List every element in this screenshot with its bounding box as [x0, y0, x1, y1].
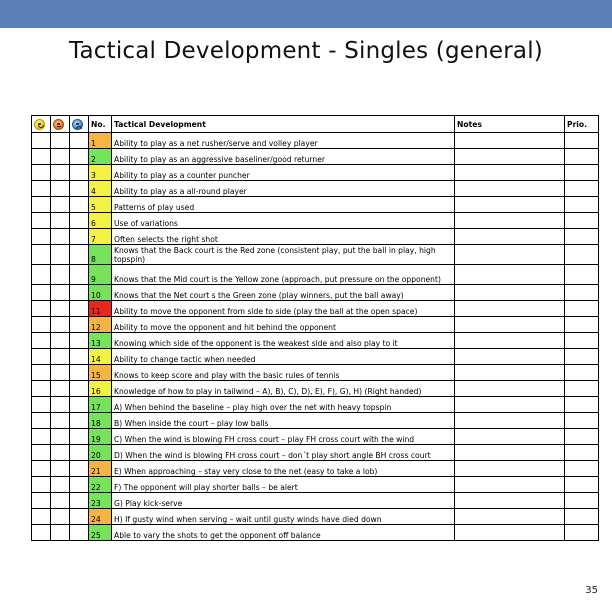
row-number: 17 [89, 397, 112, 413]
row-number: 23 [89, 493, 112, 509]
notes-cell[interactable] [455, 229, 565, 245]
notes-cell[interactable] [455, 301, 565, 317]
table-row [32, 265, 599, 285]
rating-happy-cell[interactable] [32, 493, 51, 509]
notes-cell[interactable] [455, 317, 565, 333]
rating-happy-cell[interactable] [32, 349, 51, 365]
row-number: 7 [89, 229, 112, 245]
rating-angry-cell[interactable] [51, 381, 70, 397]
rating-sad-cell[interactable] [70, 133, 89, 149]
row-number: 22 [89, 477, 112, 493]
tactic-description: C) When the wind is blowing FH cross court – play FH cross court with the wind [112, 429, 455, 445]
row-number: 12 [89, 317, 112, 333]
prio-cell[interactable] [565, 229, 599, 245]
rating-angry-cell[interactable] [51, 265, 70, 285]
rating-angry-cell[interactable] [51, 213, 70, 229]
rating-sad-cell[interactable] [70, 317, 89, 333]
rating-angry-cell[interactable] [51, 525, 70, 541]
table-row [32, 149, 599, 165]
rating-sad-cell[interactable] [70, 181, 89, 197]
prio-cell[interactable] [565, 333, 599, 349]
rating-angry-cell[interactable] [51, 477, 70, 493]
rating-sad-cell[interactable] [70, 285, 89, 301]
rating-sad-cell[interactable] [70, 165, 89, 181]
table-row [32, 461, 599, 477]
rating-angry-cell[interactable] [51, 493, 70, 509]
table-body [32, 133, 599, 541]
notes-cell[interactable] [455, 477, 565, 493]
prio-cell[interactable] [565, 285, 599, 301]
notes-cell[interactable] [455, 509, 565, 525]
tactic-description: Knows that the Net court s the Green zone (play winners, put the ball away) [112, 285, 455, 301]
row-number: 16 [89, 381, 112, 397]
notes-cell[interactable] [455, 165, 565, 181]
row-number: 21 [89, 461, 112, 477]
table-header-row [32, 116, 599, 133]
rating-angry-cell[interactable] [51, 197, 70, 213]
tactic-description: Knows that the Back court is the Red zone (consistent play, put the ball in play, high topspin) [112, 245, 455, 265]
table-row [32, 133, 599, 149]
prio-cell[interactable] [565, 133, 599, 149]
rating-angry-cell[interactable] [51, 461, 70, 477]
rating-happy-cell[interactable] [32, 149, 51, 165]
notes-cell[interactable] [455, 365, 565, 381]
page-title: Tactical Development - Singles (general) [69, 38, 543, 64]
rating-happy-cell[interactable] [32, 213, 51, 229]
happy-face-icon [34, 119, 45, 130]
notes-cell[interactable] [455, 397, 565, 413]
row-number: 9 [89, 265, 112, 285]
row-number: 15 [89, 365, 112, 381]
prio-cell[interactable] [565, 509, 599, 525]
prio-cell[interactable] [565, 365, 599, 381]
rating-happy-cell[interactable] [32, 301, 51, 317]
notes-cell[interactable] [455, 461, 565, 477]
rating-angry-cell[interactable] [51, 181, 70, 197]
notes-cell[interactable] [455, 333, 565, 349]
rating-happy-cell[interactable] [32, 133, 51, 149]
rating-sad-cell[interactable] [70, 349, 89, 365]
table-row [32, 397, 599, 413]
table-row [32, 285, 599, 301]
rating-happy-cell[interactable] [32, 165, 51, 181]
rating-happy-cell[interactable] [32, 381, 51, 397]
table-row [32, 229, 599, 245]
prio-cell[interactable] [565, 165, 599, 181]
table-row [32, 525, 599, 541]
prio-cell[interactable] [565, 461, 599, 477]
prio-cell[interactable] [565, 181, 599, 197]
prio-cell[interactable] [565, 317, 599, 333]
rating-sad-cell[interactable] [70, 381, 89, 397]
rating-angry-cell[interactable] [51, 165, 70, 181]
table-row [32, 365, 599, 381]
rating-happy-cell[interactable] [32, 285, 51, 301]
sad-face-icon [72, 119, 83, 130]
rating-sad-cell[interactable] [70, 213, 89, 229]
prio-cell[interactable] [565, 429, 599, 445]
rating-angry-cell[interactable] [51, 349, 70, 365]
rating-angry-cell[interactable] [51, 245, 70, 265]
notes-cell[interactable] [455, 133, 565, 149]
row-number: 1 [89, 133, 112, 149]
table-row [32, 333, 599, 349]
tactic-description: Ability to play as an aggressive baseliner/good returner [112, 149, 455, 165]
row-number: 8 [89, 245, 112, 265]
rating-header-sad [70, 116, 89, 133]
notes-cell[interactable] [455, 429, 565, 445]
notes-cell[interactable] [455, 349, 565, 365]
rating-sad-cell[interactable] [70, 445, 89, 461]
notes-cell[interactable] [455, 181, 565, 197]
row-number: 20 [89, 445, 112, 461]
prio-cell[interactable] [565, 149, 599, 165]
row-number: 5 [89, 197, 112, 213]
notes-cell[interactable] [455, 285, 565, 301]
rating-angry-cell[interactable] [51, 397, 70, 413]
rating-sad-cell[interactable] [70, 197, 89, 213]
row-number: 13 [89, 333, 112, 349]
number-column-header: No. [89, 116, 112, 133]
rating-happy-cell[interactable] [32, 333, 51, 349]
prio-cell[interactable] [565, 245, 599, 265]
rating-happy-cell[interactable] [32, 229, 51, 245]
prio-cell[interactable] [565, 349, 599, 365]
prio-cell[interactable] [565, 477, 599, 493]
notes-cell[interactable] [455, 245, 565, 265]
rating-happy-cell[interactable] [32, 265, 51, 285]
rating-angry-cell[interactable] [51, 509, 70, 525]
tactic-description: Knowledge of how to play in tailwind – A), B), C), D), E), F), G), H) (Right handed) [112, 381, 455, 397]
tactic-description: D) When the wind is blowing FH cross court – don´t play short angle BH cross court [112, 445, 455, 461]
row-number: 14 [89, 349, 112, 365]
notes-cell[interactable] [455, 265, 565, 285]
page-number: 35 [585, 585, 598, 596]
rating-happy-cell[interactable] [32, 317, 51, 333]
table-row [32, 181, 599, 197]
rating-sad-cell[interactable] [70, 477, 89, 493]
tactic-description: H) If gusty wind when serving – wait until gusty winds have died down [112, 509, 455, 525]
rating-sad-cell[interactable] [70, 397, 89, 413]
table-row [32, 349, 599, 365]
rating-header-happy [32, 116, 51, 133]
prio-cell[interactable] [565, 197, 599, 213]
tactical-development-table [31, 115, 599, 541]
rating-sad-cell[interactable] [70, 429, 89, 445]
rating-happy-cell[interactable] [32, 181, 51, 197]
table-row [32, 165, 599, 181]
rating-angry-cell[interactable] [51, 229, 70, 245]
notes-cell[interactable] [455, 213, 565, 229]
prio-cell[interactable] [565, 301, 599, 317]
row-number: 10 [89, 285, 112, 301]
rating-happy-cell[interactable] [32, 365, 51, 381]
rating-header-angry [51, 116, 70, 133]
tactic-description: Knows that the Mid court is the Yellow zone (approach, put pressure on the opponent) [112, 265, 455, 285]
prio-cell[interactable] [565, 445, 599, 461]
table-row [32, 213, 599, 229]
table-row [32, 301, 599, 317]
prio-cell[interactable] [565, 413, 599, 429]
notes-column-header: Notes [455, 116, 565, 133]
tactic-description: Often selects the right shot [112, 229, 455, 245]
tactic-description: G) Play kick-serve [112, 493, 455, 509]
prio-cell[interactable] [565, 397, 599, 413]
tactic-description: Ability to play as a net rusher/serve and volley player [112, 133, 455, 149]
tactic-description: A) When behind the baseline – play high over the net with heavy topspin [112, 397, 455, 413]
table-row [32, 413, 599, 429]
rating-happy-cell[interactable] [32, 445, 51, 461]
table-row [32, 509, 599, 525]
rating-happy-cell[interactable] [32, 525, 51, 541]
top-banner [0, 0, 612, 28]
tactic-description: E) When approaching – stay very close to the net (easy to take a lob) [112, 461, 455, 477]
angry-face-icon [53, 119, 64, 130]
rating-happy-cell[interactable] [32, 509, 51, 525]
prio-cell[interactable] [565, 265, 599, 285]
rating-angry-cell[interactable] [51, 365, 70, 381]
prio-cell[interactable] [565, 493, 599, 509]
rating-happy-cell[interactable] [32, 461, 51, 477]
tactic-description: Ability to play as a all-round player [112, 181, 455, 197]
row-number: 6 [89, 213, 112, 229]
rating-sad-cell[interactable] [70, 413, 89, 429]
rating-sad-cell[interactable] [70, 365, 89, 381]
prio-cell[interactable] [565, 525, 599, 541]
notes-cell[interactable] [455, 413, 565, 429]
notes-cell[interactable] [455, 149, 565, 165]
rating-sad-cell[interactable] [70, 461, 89, 477]
tactic-description: F) The opponent will play shorter balls – be alert [112, 477, 455, 493]
notes-cell[interactable] [455, 525, 565, 541]
tactic-description: Patterns of play used [112, 197, 455, 213]
table-row [32, 197, 599, 213]
table-row [32, 317, 599, 333]
rating-sad-cell[interactable] [70, 229, 89, 245]
tactic-description: Ability to play as a counter puncher [112, 165, 455, 181]
tactic-description: Ability to move the opponent and hit behind the opponent [112, 317, 455, 333]
rating-angry-cell[interactable] [51, 149, 70, 165]
notes-cell[interactable] [455, 493, 565, 509]
tactic-description: Knows to keep score and play with the basic rules of tennis [112, 365, 455, 381]
tactic-description: Knowing which side of the opponent is the weakest side and also play to it [112, 333, 455, 349]
prio-cell[interactable] [565, 381, 599, 397]
prio-cell[interactable] [565, 213, 599, 229]
rating-happy-cell[interactable] [32, 429, 51, 445]
rating-happy-cell[interactable] [32, 413, 51, 429]
rating-angry-cell[interactable] [51, 429, 70, 445]
rating-sad-cell[interactable] [70, 333, 89, 349]
rating-angry-cell[interactable] [51, 285, 70, 301]
rating-sad-cell[interactable] [70, 509, 89, 525]
rating-angry-cell[interactable] [51, 301, 70, 317]
tactic-description: Ability to move the opponent from side to side (play the ball at the open space) [112, 301, 455, 317]
table-row [32, 245, 599, 265]
table-row [32, 445, 599, 461]
prio-column-header: Prio. [565, 116, 599, 133]
row-number: 25 [89, 525, 112, 541]
rating-sad-cell[interactable] [70, 493, 89, 509]
table-row [32, 493, 599, 509]
rating-sad-cell[interactable] [70, 301, 89, 317]
tactical-column-header: Tactical Development [112, 116, 455, 133]
row-number: 3 [89, 165, 112, 181]
rating-sad-cell[interactable] [70, 265, 89, 285]
notes-cell[interactable] [455, 381, 565, 397]
row-number: 11 [89, 301, 112, 317]
tactic-description: Ability to change tactic when needed [112, 349, 455, 365]
rating-happy-cell[interactable] [32, 397, 51, 413]
rating-happy-cell[interactable] [32, 477, 51, 493]
row-number: 19 [89, 429, 112, 445]
table-row [32, 429, 599, 445]
tactic-description: Able to vary the shots to get the opponent off balance [112, 525, 455, 541]
rating-angry-cell[interactable] [51, 333, 70, 349]
rating-sad-cell[interactable] [70, 525, 89, 541]
notes-cell[interactable] [455, 197, 565, 213]
rating-angry-cell[interactable] [51, 133, 70, 149]
rating-angry-cell[interactable] [51, 413, 70, 429]
table-row [32, 381, 599, 397]
rating-happy-cell[interactable] [32, 245, 51, 265]
rating-angry-cell[interactable] [51, 445, 70, 461]
row-number: 4 [89, 181, 112, 197]
row-number: 18 [89, 413, 112, 429]
tactic-description: Use of variations [112, 213, 455, 229]
rating-angry-cell[interactable] [51, 317, 70, 333]
notes-cell[interactable] [455, 445, 565, 461]
rating-sad-cell[interactable] [70, 245, 89, 265]
rating-sad-cell[interactable] [70, 149, 89, 165]
row-number: 24 [89, 509, 112, 525]
row-number: 2 [89, 149, 112, 165]
table-row [32, 477, 599, 493]
tactic-description: B) When inside the court – play low balls [112, 413, 455, 429]
rating-happy-cell[interactable] [32, 197, 51, 213]
